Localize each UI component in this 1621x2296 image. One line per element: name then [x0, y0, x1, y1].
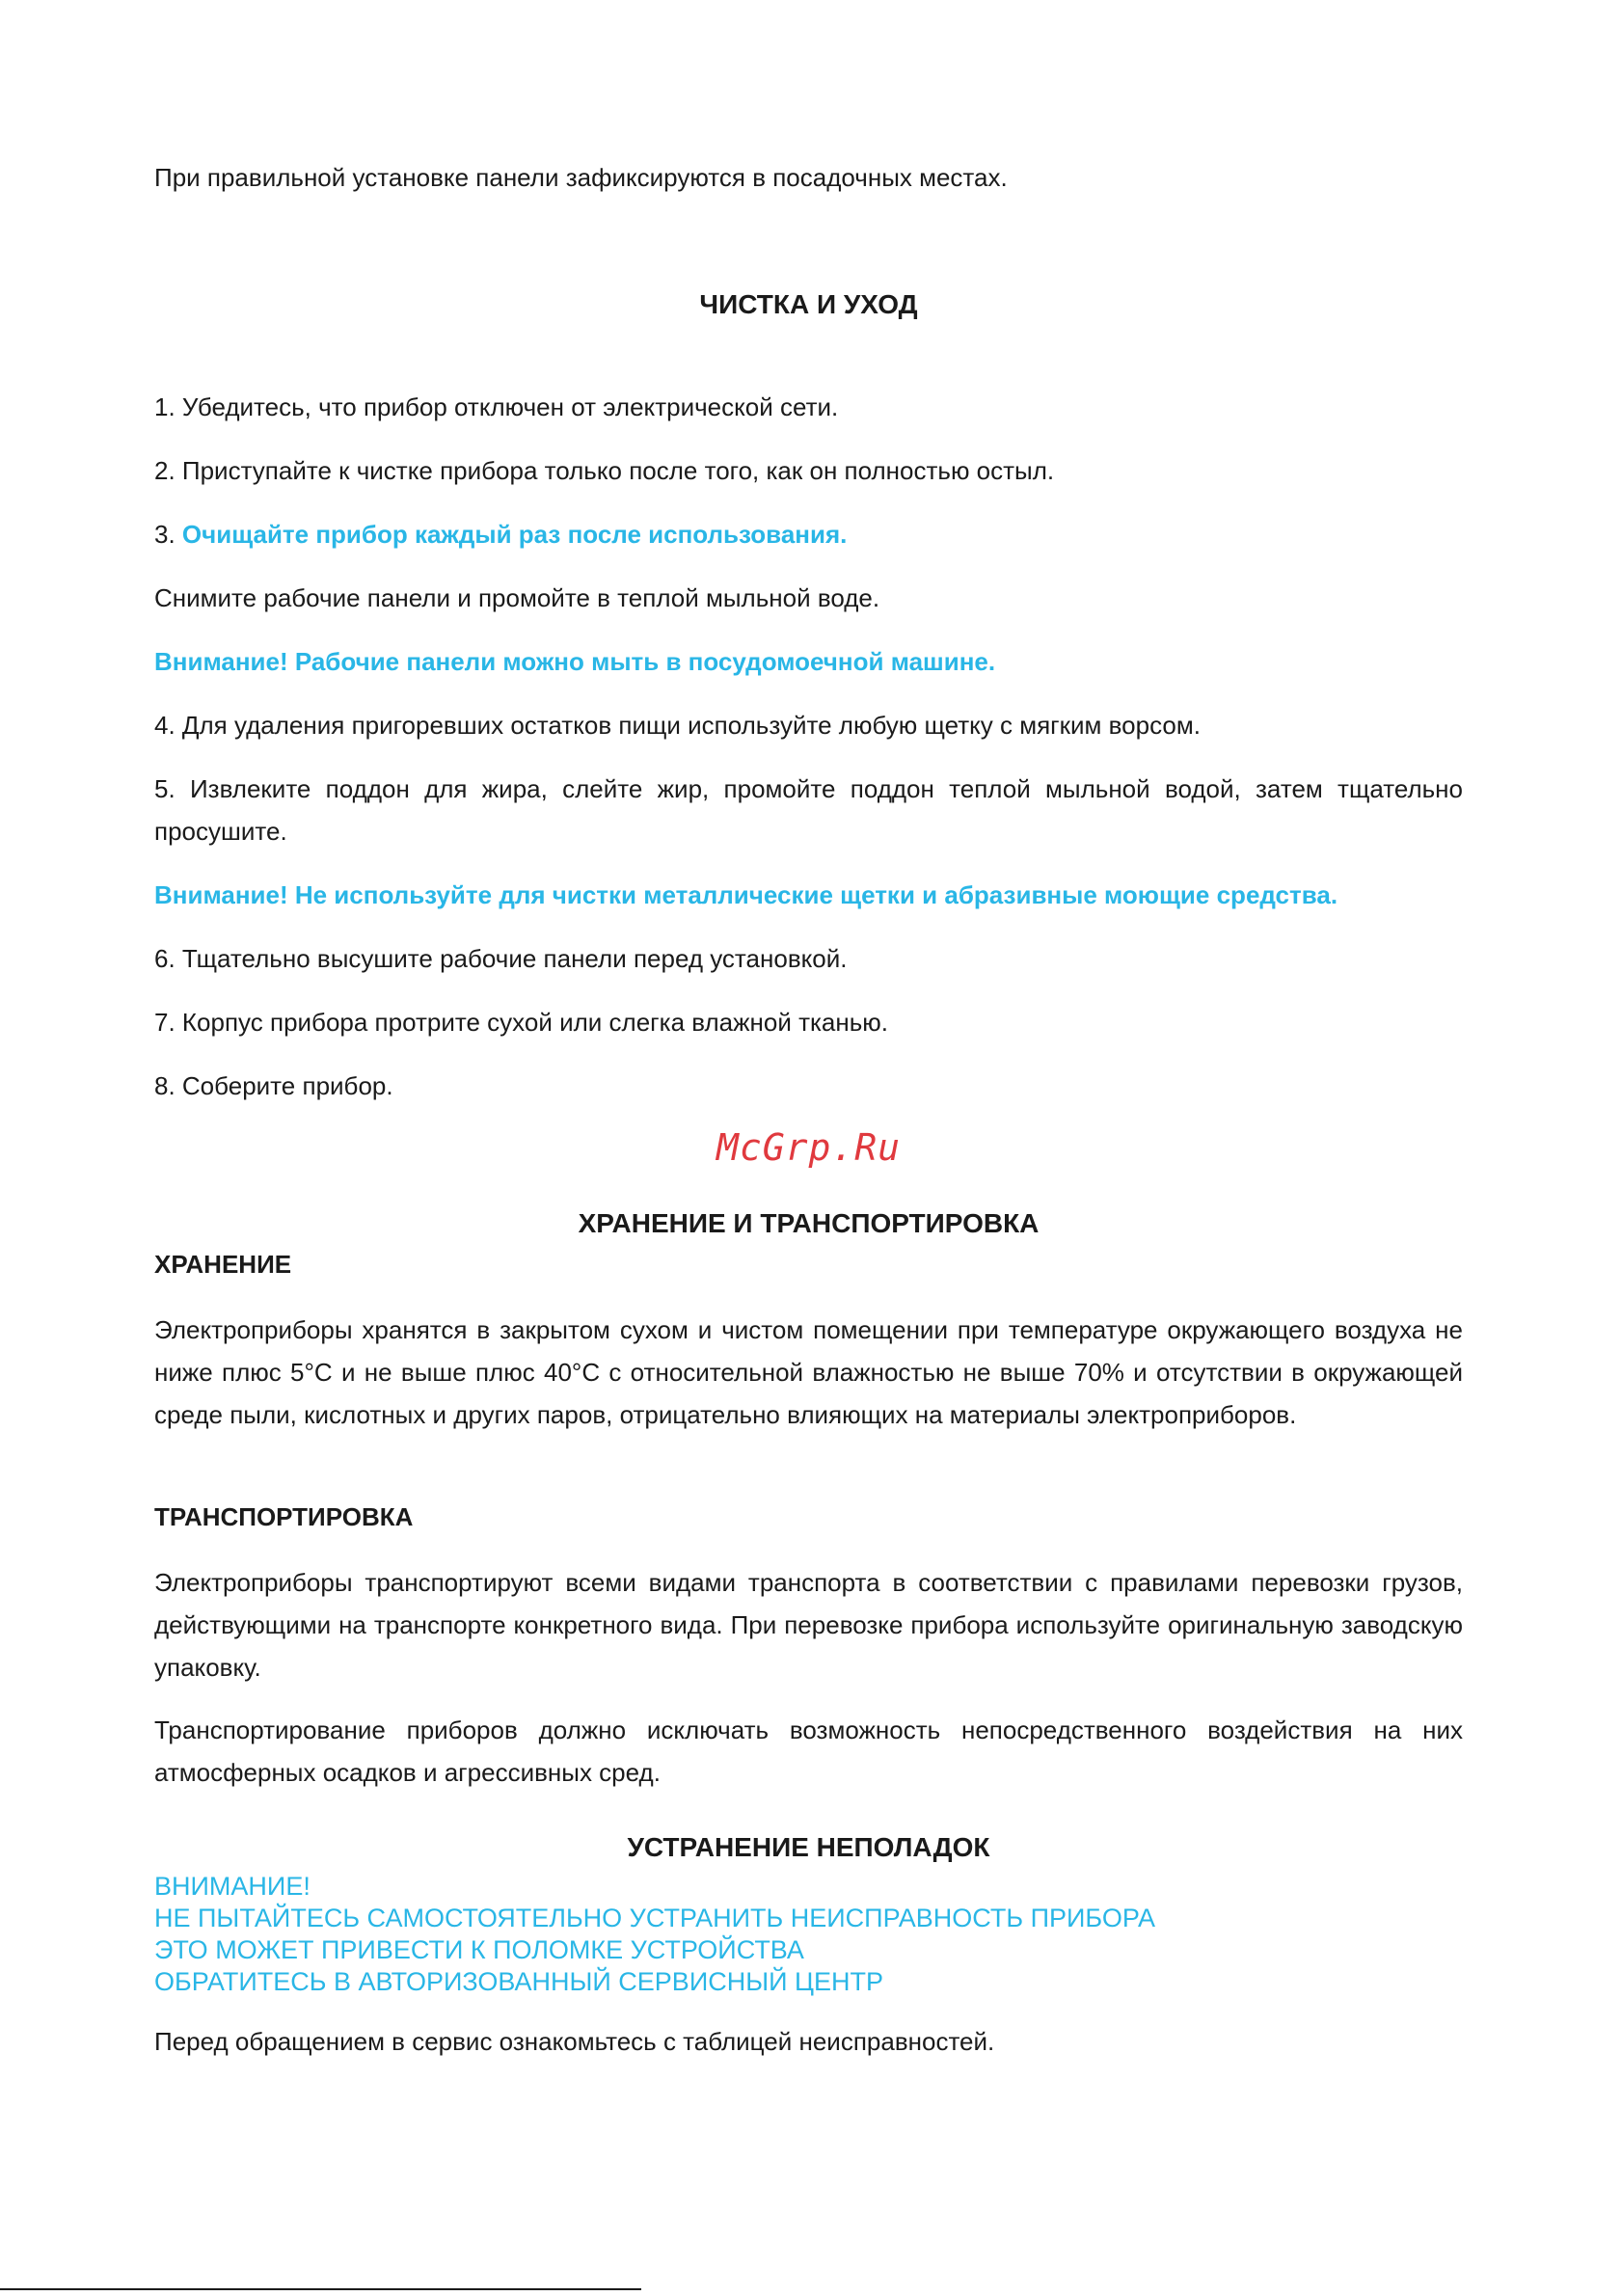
troubleshooting-warning-line-2: НЕ ПЫТАЙТЕСЬ САМОСТОЯТЕЛЬНО УСТРАНИТЬ НЕИСПРАВНОСТЬ ПРИБОРА	[154, 1904, 1156, 1932]
troubleshooting-title: УСТРАНЕНИЕ НЕПОЛАДОК	[627, 1832, 990, 1862]
cleaning-step-7: 7. Корпус прибора протрите сухой или слегка влажной тканью.	[154, 1008, 889, 1037]
transport-text-2: Транспортирование приборов должно исключать возможность непосредственного воздействия на них атмосферных осадков и агрессивных сред.	[154, 1715, 1463, 1787]
troubleshooting-warning-line-1: ВНИМАНИЕ!	[154, 1872, 311, 1901]
abrasive-warning: Внимание! Не используйте для чистки металлические щетки и абразивные моющие средства.	[154, 880, 1338, 909]
cleaning-step-2: 2. Приступайте к чистке прибора только после того, как он полностью остыл.	[154, 456, 1055, 485]
intro-text: При правильной установке панели зафиксируются в посадочных местах.	[154, 163, 1008, 192]
transport-text-1: Электроприборы транспортируют всеми видами транспорта в соответствии с правилами перевозки грузов, действующими на транспорте конкретного вида. При перевозке прибора используйте оригинальную заводскую упаковку.	[154, 1568, 1463, 1682]
troubleshooting-warning-line-4: ОБРАТИТЕСЬ В АВТОРИЗОВАННЫЙ СЕРВИСНЫЙ ЦЕНТР	[154, 1967, 884, 1996]
cleaning-step-5: 5. Извлеките поддон для жира, слейте жир, промойте поддон теплой мыльной водой, затем тщательно просушите.	[154, 774, 1463, 846]
cleaning-step-1: 1. Убедитесь, что прибор отключен от электрической сети.	[154, 392, 839, 421]
transport-heading: ТРАНСПОРТИРОВКА	[154, 1502, 414, 1531]
footer-divider	[0, 2288, 641, 2290]
dishwasher-warning: Внимание! Рабочие панели можно мыть в посудомоечной машине.	[154, 647, 996, 676]
panels-wash-text: Снимите рабочие панели и промойте в теплой мыльной воде.	[154, 583, 880, 612]
cleaning-title: ЧИСТКА И УХОД	[699, 289, 918, 319]
cleaning-step-6: 6. Тщательно высушите рабочие панели перед установкой.	[154, 944, 848, 973]
storage-text: Электроприборы хранятся в закрытом сухом и чистом помещении при температуре окружающего воздуха не ниже плюс 5°С и не выше плюс 40°С с относительной влажностью не выше 70% и отсутствии в окружающей среде пыли, кислотных и других паров, отрицательно влияющих на материалы электроприборов.	[154, 1315, 1463, 1429]
step-3-number: 3.	[154, 520, 182, 549]
cleaning-step-3	[154, 513, 847, 555]
storage-transport-title: ХРАНЕНИЕ И ТРАНСПОРТИРОВКА	[578, 1208, 1040, 1238]
troubleshooting-warning-line-3: ЭТО МОЖЕТ ПРИВЕСТИ К ПОЛОМКЕ УСТРОЙСТВА	[154, 1935, 804, 1964]
cleaning-step-4: 4. Для удаления пригоревших остатков пищи используйте любую щетку с мягким ворсом.	[154, 711, 1201, 740]
service-note: Перед обращением в сервис ознакомьтесь с таблицей неисправностей.	[154, 2027, 995, 2056]
cleaning-step-8: 8. Соберите прибор.	[154, 1071, 393, 1100]
step-3-highlight: Очищайте прибор каждый раз после использования.	[181, 520, 848, 549]
watermark-logo: McGrp.Ru	[716, 1126, 902, 1169]
storage-heading: ХРАНЕНИЕ	[154, 1250, 292, 1279]
